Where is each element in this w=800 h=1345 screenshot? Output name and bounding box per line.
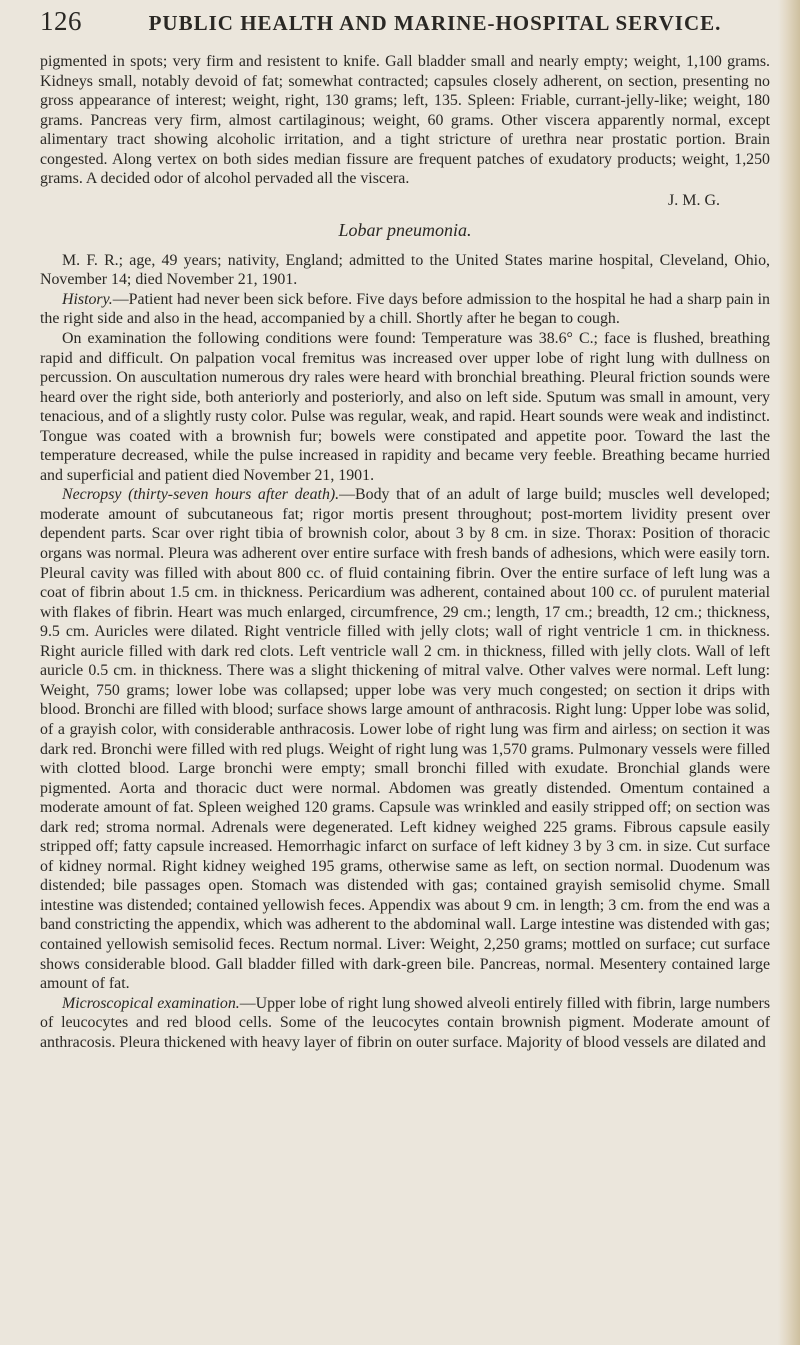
microscopical-text: —Upper lobe of right lung showed alveoli entirely filled with fibrin, large numbers of leucocytes and red blood cells. Some of the leucocytes contain brownish pigment. Moderate amount of anthracosis. Pleura thickened with heavy layer of fibrin on outer surface. Majority of blood vessels are dilated and [40,994,770,1051]
necropsy-paragraph [40,485,770,993]
page-edge-shadow [778,0,800,1345]
book-page [40,0,770,1052]
microscopical-label: Microscopical examination. [62,994,240,1012]
history-label: History. [62,290,113,308]
continued-paragraph: pigmented in spots; very firm and resistent to knife. Gall bladder small and nearly empty; weight, 1,100 grams. Kidneys small, notably devoid of fat; somewhat contracted; capsules closely adherent, on section, presenting no gross appearance of interest; weight, right, 130 grams; left, 135. Spleen: Friable, currant-jelly-like; weight, 180 grams. Pancreas very firm, almost cartilaginous; weight, 60 grams. Other viscera apparently normal, except alimentary tract showing alcoholic irritation, and a tight stricture of urethra near prostatic portion. Brain congested. Along vertex on both sides median fissure are frequent patches of exudatory products; weight, 1,250 grams. A decided odor of alcohol pervaded all the viscera. [40,53,770,188]
necropsy-text: —Body that of an adult of large build; muscles well developed; moderate amount of subcutaneous fat; rigor mortis present throughout; post-mortem lividity present over dependent parts. Scar over right tibia of brownish color, about 3 by 8 cm. in size. Thorax: Position of thoracic organs was normal. Pleura was adherent over entire surface with fresh bands of adhesions, which were easily torn. Pleural cavity was filled with about 800 cc. of fluid containing fibrin. Over the entire surface of left lung was a coat of fibrin about 1.5 cm. in thickness. Pericardium was adherent, contained about 100 cc. of purulent material with flakes of fibrin. Heart was much enlarged, circumfrence, 29 cm.; length, 17 cm.; breadth, 12 cm.; thickness, 9.5 cm. Auricles were dilated. Right ventricle filled with jelly clots; wall of right ventricle 1 cm. in thickness. Right auricle filled with dark red clots. Left ventricle wall 2 cm. in thickness, filled with jelly clots. Wall of left auricle 0.5 cm. in thickness. There was a slight thickening of mitral valve. Other valves were normal. Left lung: Weight, 750 grams; lower lobe was collapsed; upper lobe was very much congested; on section it drips with blood. Bronchi are filled with blood; surface shows large amount of anthracosis. Right lung: Upper lobe was solid, of a grayish color, with considerable anthracosis. Lower lobe of right lung was firm and airless; on section it was dark red. Bronchi were filled with red plugs. Weight of right lung was 1,570 grams. Pulmonary vessels were filled with clotted blood. Large bronchi were empty; small bronchi filled with exudate. Bronchial glands were pigmented. Aorta and thoracic duct were normal. Abdomen was greatly distended. Omentum contained a moderate amount of fat. Spleen weighed 120 grams. Capsule was wrinkled and easily stripped off; on section was dark red; stroma normal. Adrenals were degenerated. Left kidney weighed 225 grams. Fibrous capsule easily stripped off; fatty capsule increased. Hemorrhagic infarct on surface of left kidney 3 by 3 cm. in size. Cut surface of kidney normal. Right kidney weighed 195 grams, otherwise same as left, on section normal. Duodenum was distended; bile passages open. Stomach was distended with gas; contained grayish semisolid chyme. Small intestine was distended; contained yellowish feces. Appendix was about 9 cm. in length; 3 cm. from the end was a band constricting the appendix, which was adherent to the abdominal wall. Large intestine was distended with gas; contained yellowish semisolid feces. Rectum normal. Liver: Weight, 2,250 grams; mottled on surface; cut surface shows considerable blood. Gall bladder filled with dark-green bile. Pancreas, normal. Mesentery contained large amount of fat. [40,486,770,993]
running-head [40,0,770,52]
necropsy-label: Necropsy (thirty-seven hours after death). [62,486,340,504]
section-title: Lobar pneumonia. [338,219,472,240]
author-signature: J. M. G. [667,191,720,209]
running-title: PUBLIC HEALTH AND MARINE-HOSPITAL SERVICE. [148,11,722,35]
page-number: 126 [40,6,82,36]
examination-paragraph: On examination the following conditions were found: Temperature was 38.6° C.; face is flushed, breathing rapid and difficult. On palpation vocal fremitus was increased over upper lobe of right lung with dullness on percussion. On auscultation numerous dry rales were heard with bronchial breathing. Pleural friction sounds were heard over the right side, both anteriorly and posteriorly, and also on left side. Sputum was small in amount, very tenacious, and of a slightly rusty color. Pulse was regular, weak, and rapid. Heart sounds were weak and indistinct. Tongue was coated with a brownish fur; bowels were constipated and appetite poor. Toward the last the temperature decreased, while the pulse increased in rapidity and became very feeble. Breathing became hurried and superficial and patient died November 21, 1901. [40,330,770,484]
history-paragraph [40,290,770,329]
history-text: —Patient had never been sick before. Five days before admission to the hospital he had a sharp pain in the right side and also in the head, accompanied by a chill. Shortly after he began to cough. [40,290,770,328]
microscopical-paragraph [40,994,770,1053]
case-intro: M. F. R.; age, 49 years; nativity, England; admitted to the United States marine hospital, Cleveland, Ohio, November 14; died November 21, 1901. [40,251,770,289]
